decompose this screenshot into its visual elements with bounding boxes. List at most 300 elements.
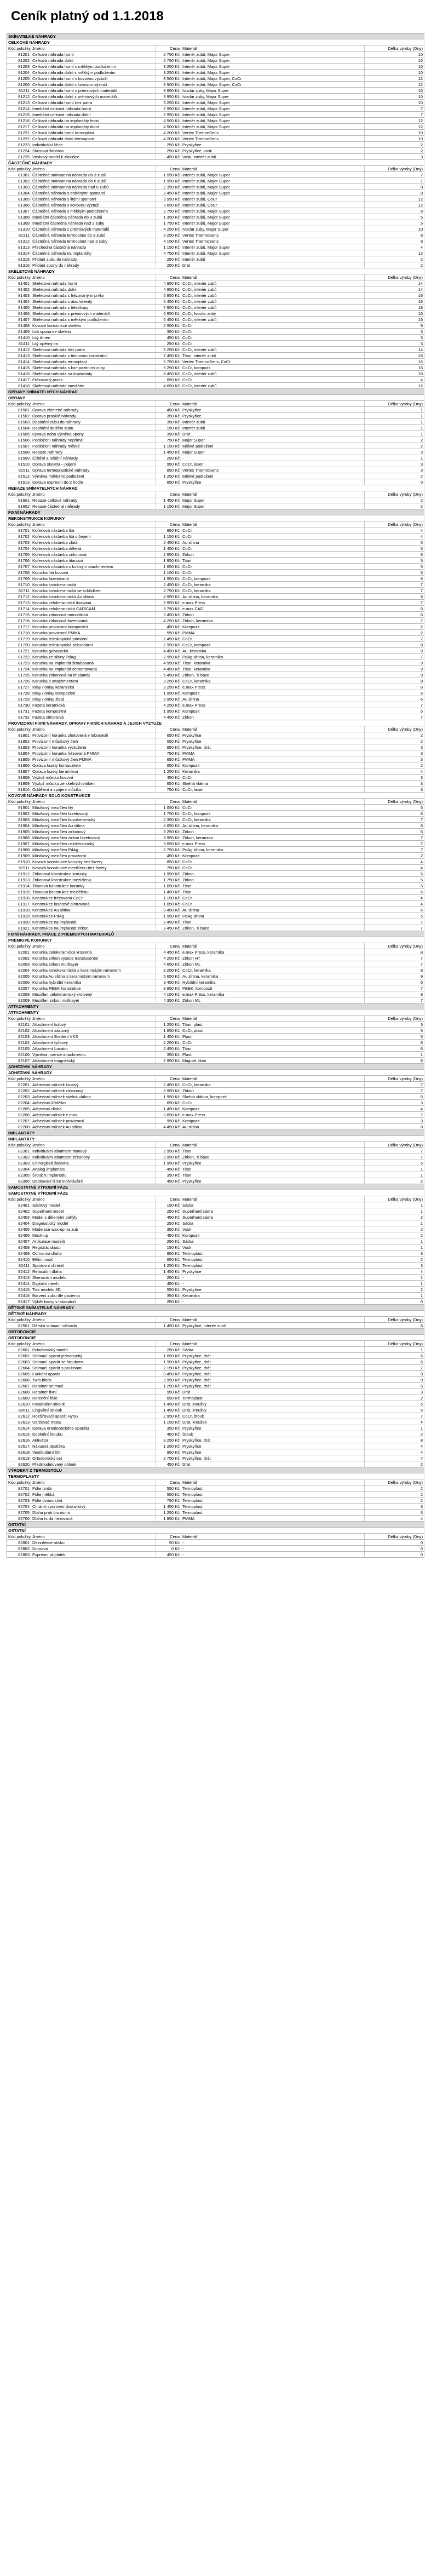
item-days: 7 [365, 817, 424, 823]
item-days: 5 [365, 558, 424, 564]
item-days: 7 [365, 178, 424, 184]
item-days: 8 [365, 967, 424, 973]
item-price: 1 250 Kč [156, 1443, 181, 1449]
table-row [7, 1389, 424, 1395]
item-material: Au slitina, keramika [181, 823, 365, 829]
item-name: Twin block [31, 1377, 156, 1383]
group-label: PRÉMIOVÉ KORUNKY [7, 937, 424, 943]
item-code: 81720 [7, 642, 31, 648]
item-name: Celková náhrada horní bez patra [31, 100, 156, 106]
item-days: 16 [365, 311, 424, 317]
item-material: Termoplast [181, 1485, 365, 1491]
table-row [7, 232, 424, 238]
item-price: 1 950 Kč [156, 690, 181, 696]
group-label: OSTATNÍ [7, 1528, 424, 1534]
item-days: 7 [365, 997, 424, 1003]
item-material: Zirkon [181, 829, 365, 835]
item-material: Kompozit [181, 1232, 365, 1238]
item-name: Skeletová náhrada s kompozitními zuby [31, 365, 156, 371]
column-header-row [7, 274, 424, 280]
item-price: 4 650 Kč [156, 961, 181, 967]
item-days: 5 [365, 877, 424, 883]
item-code: 81418 [7, 383, 31, 389]
item-code: 82416 [7, 1293, 31, 1299]
header-price: Cena [156, 1016, 181, 1022]
item-material: CoCr [181, 323, 365, 329]
item-material: Vosk [181, 1226, 365, 1232]
item-material: Drát [181, 431, 365, 437]
item-material: - [181, 1275, 365, 1281]
item-material: Zirkon, keramika [181, 835, 365, 841]
item-price: 250 Kč [156, 1347, 181, 1353]
table-row [7, 299, 424, 305]
item-price: 4 350 Kč [156, 997, 181, 1003]
item-days: 5 [365, 546, 424, 552]
item-code: 81601 [7, 497, 31, 503]
item-code: 82415 [7, 1287, 31, 1293]
item-name: Rebaze částečné náhrady [31, 503, 156, 509]
item-code: 81416 [7, 371, 31, 377]
item-days: 7 [365, 1088, 424, 1094]
item-price: 2 950 Kč [156, 106, 181, 112]
header-code: Kód položky [8, 167, 31, 171]
item-code: 82409 [7, 1250, 31, 1257]
item-name: Ortodontický model [31, 1347, 156, 1353]
table-row [7, 702, 424, 708]
item-days: 1 [365, 407, 424, 413]
item-code: 81401 [7, 280, 31, 286]
item-days: 10 [365, 51, 424, 58]
category-row [7, 931, 424, 937]
group-row [7, 1190, 424, 1196]
item-days: 12 [365, 383, 424, 389]
item-code: 81216 [7, 118, 31, 124]
table-row [7, 1485, 424, 1491]
item-material: Sádra [181, 1238, 365, 1244]
header-code: Kód položky [8, 1317, 31, 1322]
item-code: 82617 [7, 1443, 31, 1449]
table-row [7, 473, 424, 479]
item-days: 8 [365, 238, 424, 244]
item-name: Celková náhrada dolní [31, 58, 156, 64]
item-material: Titan, keramika [181, 666, 365, 672]
header-price: Cena [156, 1341, 181, 1347]
item-material: Zirkon [181, 877, 365, 883]
header-price: Cena [156, 1479, 181, 1485]
item-days: 1 [365, 1238, 424, 1244]
item-days: 2 [365, 497, 424, 503]
item-name: Titanová konstrukce korunky [31, 883, 156, 889]
item-days: 5 [365, 570, 424, 576]
item-code: 82407 [7, 1238, 31, 1244]
table-row [7, 1214, 424, 1220]
item-price: 3 250 Kč [156, 64, 181, 70]
table-row [7, 262, 424, 268]
group-label: ADHEZIVNÍ NÁHRADY [7, 1070, 424, 1076]
item-price: 3 450 Kč [156, 907, 181, 913]
item-name: Model s dělenými pahýly [31, 1214, 156, 1220]
table-row [7, 1124, 424, 1130]
category-label: OSTATNÍ [7, 1522, 424, 1528]
item-price: 1 450 Kč [156, 889, 181, 895]
item-material: Zirkon, Ti báze [181, 925, 365, 931]
item-days: 8 [365, 184, 424, 190]
item-material: Pryskyřice, drát [181, 744, 365, 750]
table-row [7, 202, 424, 208]
item-code: 81504 [7, 425, 31, 431]
item-price: 1 150 Kč [156, 244, 181, 250]
item-code: 81512 [7, 473, 31, 479]
item-price: 3 950 Kč [156, 88, 181, 94]
item-name: Doplnění šroubu [31, 1431, 156, 1437]
item-name: Rebaze náhrady [31, 449, 156, 455]
table-row [7, 1383, 424, 1389]
item-material: e.max Press, keramika [181, 949, 365, 955]
header-days: Délka výroby (Dny) [365, 1341, 424, 1347]
item-name: Relaxační dlaha [31, 1269, 156, 1275]
item-name: Otiskovací lžíce individuální [31, 1178, 156, 1184]
item-price: 1 050 Kč [156, 805, 181, 811]
item-price: 2 750 Kč [156, 208, 181, 214]
item-name: Dezinfekce otisku [31, 1540, 156, 1546]
table-row [7, 781, 424, 787]
item-name: Kovová konstrukce skeletu [31, 323, 156, 329]
item-material: e.max Press [181, 600, 365, 606]
item-name: Diagnostický model [31, 1220, 156, 1226]
item-code: 81213 [7, 100, 31, 106]
item-code: 82009 [7, 997, 31, 1003]
item-price: 1 950 Kč [156, 576, 181, 582]
item-material: Titan [181, 883, 365, 889]
item-code: 81910 [7, 859, 31, 865]
item-days: 4 [365, 1516, 424, 1522]
item-name: Oddělení a spájení můstku [31, 787, 156, 793]
table-row [7, 540, 424, 546]
item-name: Korunka Au slitina s keramickým ramenem [31, 973, 156, 979]
item-code: 81714 [7, 606, 31, 612]
header-name: Jméno [31, 1016, 156, 1022]
header-days: Délka výroby (Dny) [365, 45, 424, 51]
item-code: 81803 [7, 744, 31, 750]
item-name: Můstkový mezičlen Au slitina [31, 823, 156, 829]
column-header-row [7, 1076, 424, 1082]
item-price: 5 450 Kč [156, 672, 181, 678]
item-material: CoCr, interiér zubů [181, 305, 365, 311]
item-code: 81510 [7, 461, 31, 467]
table-row [7, 1244, 424, 1250]
item-days: 2 [365, 732, 424, 738]
item-name: Částečná náhrada na implantáty [31, 250, 156, 256]
item-price: 4 450 Kč [156, 648, 181, 654]
item-code: 82613 [7, 1419, 31, 1425]
item-material: Interiér zubů, Major Super [181, 51, 365, 58]
table-row [7, 829, 424, 835]
item-name: Celková náhrada dolní termoplast [31, 136, 156, 142]
item-days: 4 [365, 895, 424, 901]
item-days: 1 [365, 1220, 424, 1226]
header-material: Materiál [181, 1341, 365, 1347]
item-name: Skeletová náhrada s měkkým podložením [31, 317, 156, 323]
item-code: 82803 [7, 1552, 31, 1558]
column-header-row [7, 166, 424, 172]
item-code: 82620 [7, 1461, 31, 1467]
table-row [7, 347, 424, 353]
item-price: 1 950 Kč [156, 1094, 181, 1100]
item-price: 350 Kč [156, 329, 181, 335]
item-name: Výztuž můstku ze skelných vláken [31, 781, 156, 787]
item-name: Korunka teleskopická primární [31, 636, 156, 642]
table-row [7, 594, 424, 600]
item-name: Výztuž můstku kovová [31, 774, 156, 781]
table-row [7, 696, 424, 702]
item-price: 450 Kč [156, 1431, 181, 1437]
item-material: CoCr, kompozit [181, 642, 365, 648]
item-material: Kompozit [181, 708, 365, 714]
item-price: 550 Kč [156, 1491, 181, 1498]
header-material: Materiál [181, 1142, 365, 1148]
item-name: Dlaha tvrdá frézovaná [31, 1516, 156, 1522]
item-code: 81306 [7, 202, 31, 208]
item-days: 6 [365, 1040, 424, 1046]
item-price: 450 Kč [156, 1214, 181, 1220]
item-code: 82612 [7, 1413, 31, 1419]
column-header-row [7, 799, 424, 805]
item-name: Individuální abutment titanový [31, 1148, 156, 1154]
item-price: 1 450 Kč [156, 497, 181, 503]
item-material: Zirkon ML [181, 961, 365, 967]
group-label: REKONSTRUKCE KORUNKY [7, 515, 424, 521]
item-name: Skusová šablona [31, 148, 156, 154]
item-price: 3 950 Kč [156, 1088, 181, 1094]
item-name: Korunka celokeramická lisovaná [31, 600, 156, 606]
item-days: 2 [365, 1226, 424, 1232]
item-days: 12 [365, 76, 424, 82]
item-name: Korunka provizorní kompozitní [31, 624, 156, 630]
item-code: 82618 [7, 1449, 31, 1455]
item-name: Vestibulární štít [31, 1449, 156, 1455]
item-days: 10 [365, 130, 424, 136]
item-price: 6 250 Kč [156, 365, 181, 371]
table-row [7, 1425, 424, 1431]
item-price: 2 250 Kč [156, 1040, 181, 1046]
item-code: 81731 [7, 708, 31, 714]
item-days: 5 [365, 913, 424, 919]
table-row [7, 1040, 424, 1046]
header-price: Cena [156, 1196, 181, 1202]
item-price: 0 Kč [156, 1546, 181, 1552]
table-row [7, 1455, 424, 1461]
item-material: PdAg slitina [181, 913, 365, 919]
header-name: Jméno [31, 1479, 156, 1485]
table-row [7, 1371, 424, 1377]
item-material: Au slitina [181, 907, 365, 913]
table-row [7, 190, 424, 196]
item-price: 650 Kč [156, 762, 181, 768]
table-row [7, 70, 424, 76]
item-material: Au slitina, keramika [181, 594, 365, 600]
item-material: Pryskyřice, drát [181, 1365, 365, 1371]
item-material: Sádra [181, 1202, 365, 1208]
item-code: 82609 [7, 1395, 31, 1401]
item-code: 82417 [7, 1299, 31, 1305]
group-row [7, 485, 424, 491]
item-material: Interiér zubů, CoCr [181, 202, 365, 208]
item-days: 6 [365, 829, 424, 835]
item-days: 8 [365, 190, 424, 196]
item-code: 81310 [7, 226, 31, 232]
item-code: 81904 [7, 823, 31, 829]
item-price: 250 Kč [156, 256, 181, 262]
item-price: 3 500 Kč [156, 82, 181, 88]
item-days: 12 [365, 82, 424, 88]
item-code: 81723 [7, 660, 31, 666]
item-material: Skelná vlákna [181, 781, 365, 787]
item-material: Termoplast [181, 1257, 365, 1263]
item-price: 1 750 Kč [156, 220, 181, 226]
item-price: 2 350 Kč [156, 184, 181, 190]
table-row [7, 142, 424, 148]
item-code: 82411 [7, 1263, 31, 1269]
item-code: 81729 [7, 696, 31, 702]
item-code: 81503 [7, 419, 31, 425]
item-days: 0 [365, 479, 424, 485]
item-code: 81722 [7, 654, 31, 660]
item-price: 650 Kč [156, 1100, 181, 1106]
item-code: 81915 [7, 889, 31, 895]
item-code: 81212 [7, 94, 31, 100]
item-days: 1 [365, 1275, 424, 1281]
item-days: 1 [365, 1281, 424, 1287]
item-name: Celková náhrada dolní z prémiových materiálů [31, 94, 156, 100]
item-code: 81311 [7, 232, 31, 238]
item-code: 82204 [7, 1100, 31, 1106]
table-row [7, 106, 424, 112]
item-material: CoCr [181, 1040, 365, 1046]
item-price: 150 Kč [156, 1244, 181, 1250]
item-days: 6 [365, 1353, 424, 1359]
header-days: Délka výroby (Dny) [365, 1534, 424, 1540]
item-material: Zirkon ML [181, 997, 365, 1003]
group-row [7, 1311, 424, 1317]
header-name: Jméno [31, 943, 156, 949]
header-material: Materiál [181, 274, 365, 280]
item-material: Měkké podložení [181, 443, 365, 449]
item-price: 250 Kč [156, 1220, 181, 1226]
item-material: Interiér zubů, Major Super [181, 118, 365, 124]
table-row [7, 58, 424, 64]
item-material: Interiér zubů, Major Super [181, 190, 365, 196]
table-row [7, 497, 424, 503]
item-price: 1 950 Kč [156, 178, 181, 184]
item-material: CoCr [181, 1100, 365, 1106]
item-code: 81412 [7, 347, 31, 353]
item-price: 4 950 Kč [156, 286, 181, 292]
item-material: Interiér zubů, CoCr [181, 196, 365, 202]
category-row [7, 33, 424, 39]
item-name: Korunka na implantát šroubovaná [31, 660, 156, 666]
item-material: Vertex ThermoSens [181, 130, 365, 136]
item-days: 18 [365, 305, 424, 311]
item-days: 3 [365, 787, 424, 793]
item-name: Celková náhrada na implantáty horní [31, 118, 156, 124]
item-name: Fólie dvouvrstvá [31, 1498, 156, 1504]
item-material: Superhard sádra [181, 1214, 365, 1220]
item-name: Udržovač místa [31, 1419, 156, 1425]
item-name: Inlay / onlay kompozitní [31, 690, 156, 696]
item-material: - [181, 1540, 365, 1546]
table-row [7, 1510, 424, 1516]
item-code: 81513 [7, 479, 31, 485]
item-material: Pryskyřice, drát [181, 1455, 365, 1461]
item-days: 1 [365, 431, 424, 437]
item-price: 4 950 Kč [156, 594, 181, 600]
item-material: Pryskyřice [181, 732, 365, 738]
table-row [7, 564, 424, 570]
item-name: Výměna měkkého podložení [31, 473, 156, 479]
item-name: Čištění a leštění náhrady [31, 455, 156, 461]
item-name: Můstkový mezičlen zirkonový [31, 829, 156, 835]
item-days: 4 [365, 377, 424, 383]
item-code: 81405 [7, 305, 31, 311]
item-code: 81920 [7, 919, 31, 925]
table-row [7, 744, 424, 750]
item-name: Sádrový model [31, 1202, 156, 1208]
table-row [7, 148, 424, 154]
item-code: 81203 [7, 64, 31, 70]
item-days: 7 [365, 1154, 424, 1160]
item-name: Nákusná destička [31, 1443, 156, 1449]
item-days: 3 [365, 335, 424, 341]
item-price: 8 450 Kč [156, 371, 181, 377]
item-material: Interiér zubů, Major Super [181, 64, 365, 70]
item-days: 6 [365, 576, 424, 582]
table-row [7, 280, 424, 286]
item-material: Titan, plast [181, 1022, 365, 1028]
item-code: 81921 [7, 925, 31, 931]
item-code: 82104 [7, 1040, 31, 1046]
table-row [7, 1028, 424, 1034]
table-row [7, 588, 424, 594]
item-material: Ivoclar zuby, Major Super [181, 226, 365, 232]
item-days: 8 [365, 232, 424, 238]
item-code: 82801 [7, 1540, 31, 1546]
item-price: 1 950 Kč [156, 558, 181, 564]
item-price: 1 450 Kč [156, 1034, 181, 1040]
item-code: 82802 [7, 1546, 31, 1552]
item-days: 2 [365, 762, 424, 768]
item-price: 3 250 Kč [156, 232, 181, 238]
item-code: 81703 [7, 540, 31, 546]
item-days: 10 [365, 70, 424, 76]
item-days: 12 [365, 124, 424, 130]
item-name: Částečná snímatelná náhrada nad 6 zubů [31, 184, 156, 190]
item-price: 1 450 Kč [156, 1504, 181, 1510]
header-name: Jméno [31, 726, 156, 732]
item-material: Pryskyřice [181, 1178, 365, 1184]
table-row [7, 1226, 424, 1232]
item-days: 9 [365, 648, 424, 654]
item-days: 5 [365, 1094, 424, 1100]
item-material: CoCr, interiér zubů [181, 371, 365, 377]
header-name: Jméno [31, 1317, 156, 1323]
table-row [7, 600, 424, 606]
column-header-row [7, 45, 424, 51]
item-name: Skeletová náhrada s teleskopy [31, 305, 156, 311]
table-row [7, 311, 424, 317]
item-material: Pryskyřice, drát [181, 1383, 365, 1389]
item-material: Interiér zubů, Major Super [181, 244, 365, 250]
item-name: Expresní příplatek [31, 1552, 156, 1558]
